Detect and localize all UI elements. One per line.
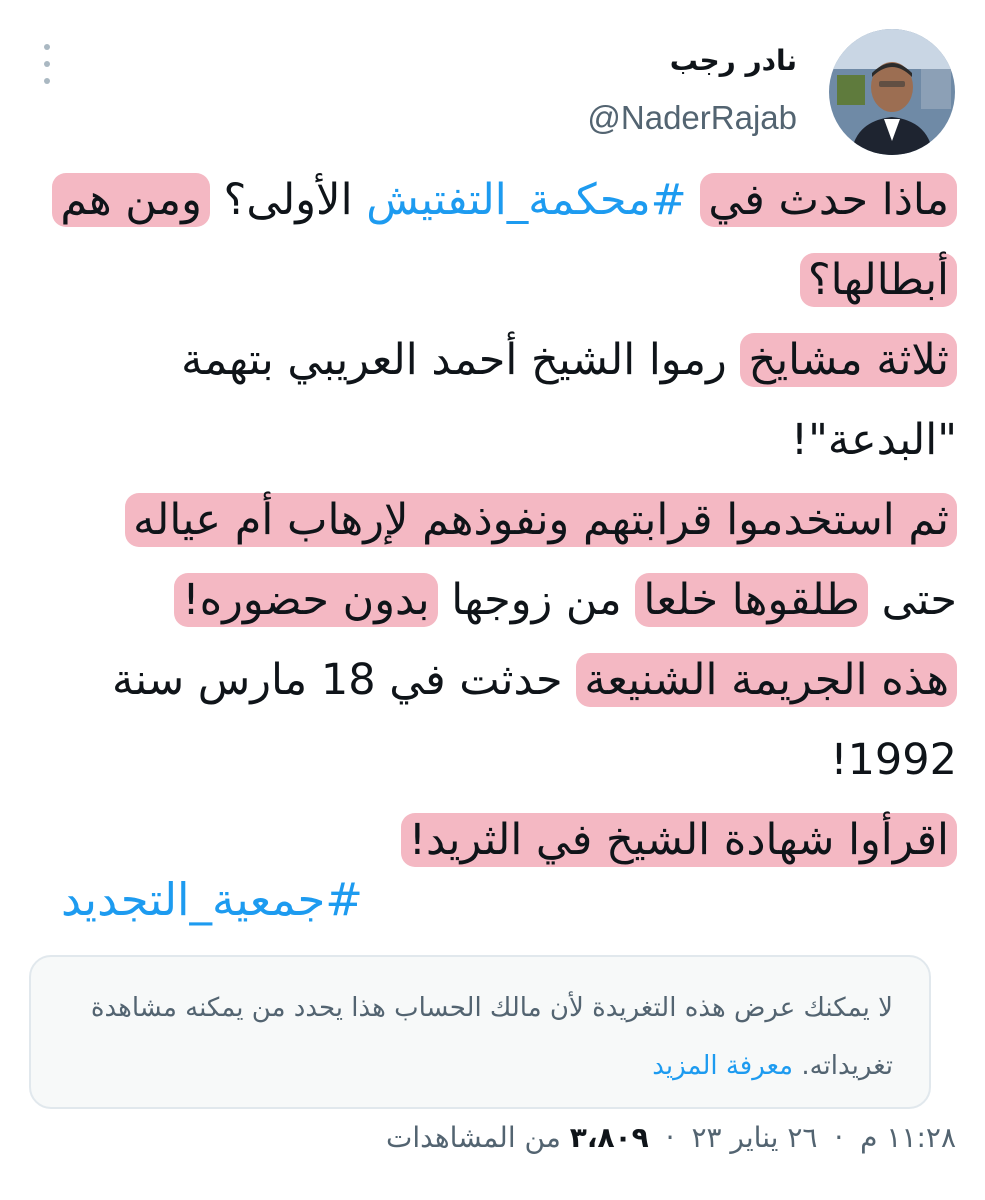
- separator: ·: [834, 1121, 844, 1154]
- highlighted-text: ثم استخدموا قرابتهم ونفوذهم لإرهاب أم عياله: [125, 493, 957, 547]
- restricted-tweet-notice: [29, 955, 931, 1109]
- highlighted-text: طلقوها خلعا: [635, 573, 868, 627]
- highlighted-text: بدون حضوره!: [174, 573, 437, 627]
- hashtag-link[interactable]: #جمعية_التجديد: [60, 873, 363, 926]
- profile-photo: [829, 29, 955, 155]
- tweet-text-segment: حتى: [881, 575, 957, 625]
- tweet-text-segment: رموا الشيخ أحمد العريبي بتهمة "البدعة"!: [181, 335, 957, 465]
- tweet-text-segment: حدثت في 18 مارس سنة 1992!: [112, 655, 957, 785]
- avatar[interactable]: [829, 29, 955, 155]
- views-label: من المشاهدات: [386, 1121, 561, 1154]
- author-handle[interactable]: @NaderRajab: [587, 99, 797, 136]
- tweet-time[interactable]: ١١:٢٨ م: [860, 1121, 956, 1154]
- highlighted-text: اقرأوا شهادة الشيخ في الثريد!: [401, 813, 957, 867]
- tweet-meta: [386, 1121, 956, 1154]
- more-options-icon[interactable]: [38, 44, 56, 84]
- hashtag-link[interactable]: #محكمة_التفتيش: [366, 175, 687, 225]
- notice-text: [53, 979, 893, 1095]
- tweet-text-segment: الأولى؟: [223, 175, 353, 225]
- tweet-text: [22, 160, 957, 880]
- highlighted-text: هذه الجريمة الشنيعة: [576, 653, 957, 707]
- notice-message: لا يمكنك عرض هذه التغريدة لأن مالك الحساب هذا يحدد من يمكنه مشاهدة تغريداته.: [90, 993, 893, 1081]
- tweet-text-segment: من زوجها: [451, 575, 622, 625]
- highlighted-text: ثلاثة مشايخ: [740, 333, 957, 387]
- tweet-date[interactable]: ٢٦ يناير ٢٣: [691, 1121, 818, 1154]
- highlighted-text: ماذا حدث في: [700, 173, 957, 227]
- highlighted-text: ومن هم أبطالها؟: [52, 173, 957, 307]
- author-display-name[interactable]: نادر رجب: [669, 44, 797, 77]
- views-count[interactable]: ٣،٨٠٩: [569, 1121, 649, 1154]
- learn-more-link[interactable]: معرفة المزيد: [652, 1051, 794, 1081]
- separator: ·: [665, 1121, 675, 1154]
